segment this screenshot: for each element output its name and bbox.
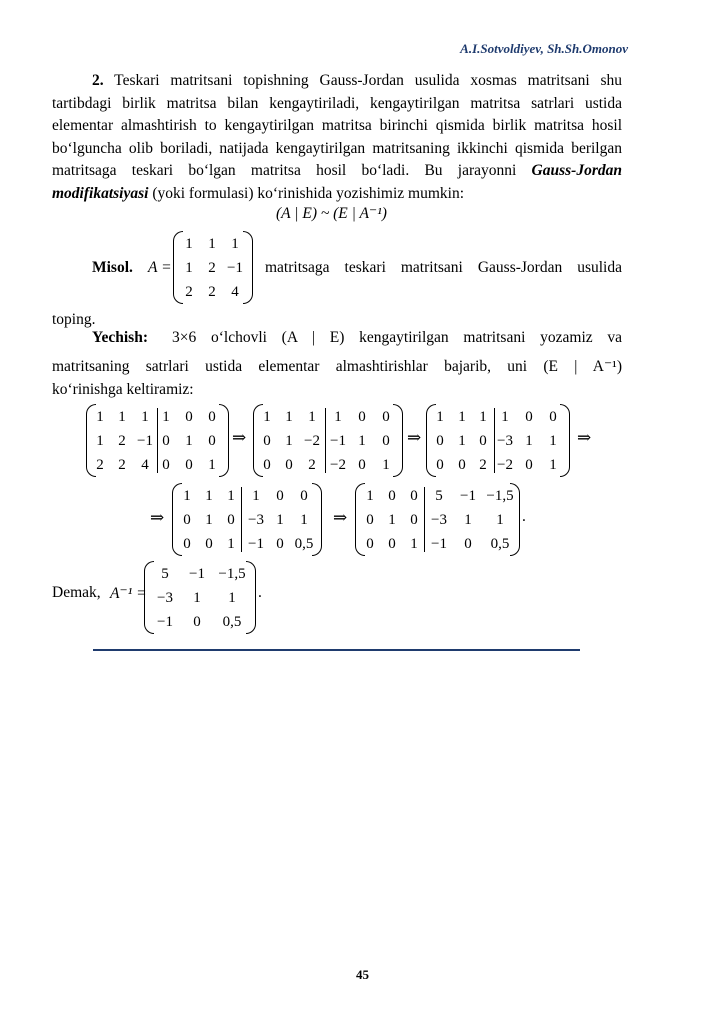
paragraph-text-after: (yoki formulasi) ko‘rinishida yozishimiz mumkin:: [148, 184, 465, 202]
matrix-cell: −1: [248, 536, 264, 552]
matrix-cell: 1: [185, 236, 193, 252]
matrix-cell: 1: [185, 433, 193, 449]
matrix-cell: 0,5: [294, 536, 314, 552]
matrix-cell: 5: [435, 488, 443, 504]
steps-period: .: [522, 508, 526, 525]
matrix-cell: 0: [382, 433, 390, 449]
matrix-cell: 0: [410, 512, 418, 528]
running-header: A.I.Sotvoldiyev, Sh.Sh.Omonov: [460, 41, 628, 56]
paragraph-text-before: Teskari matritsani topishning Gauss-Jordan usulida xosmas matritsani shu tartibdagi birlik matritsa bilan kengaytiriladi, kengaytirilgan matritsa satrlari ustida elementar almashtirish to kengaytirilgan matritsa birinchi qismida birlik matritsa hosil bo‘lguncha olib boriladi, natijada kengaytirilgan matritsaning ikkinchi qismida berilgan matritsaga teskari bo‘lgan matritsa hosil bo‘ladi. Bu jarayonni: [52, 72, 622, 179]
yechish-line3: ko‘rinishga keltiramiz:: [52, 381, 194, 398]
matrix-cell: 0: [276, 536, 284, 552]
matrix-cell: 1: [334, 409, 342, 425]
matrix-cell: 0: [525, 457, 533, 473]
matrix-cell: 0: [436, 457, 444, 473]
yechish-line1: 3×6 o‘lchovli (A | E) kengaytirilgan matritsani yozamiz va: [172, 329, 622, 346]
matrix-cell: 0: [366, 512, 374, 528]
matrix-cell: 0: [162, 457, 170, 473]
matrix-cell: 1: [285, 409, 293, 425]
matrix-cell: 0: [208, 409, 216, 425]
inverse-lhs: A⁻¹ =: [110, 585, 147, 602]
matrix-cell: −1: [137, 433, 153, 449]
matrix-cell: 0: [549, 409, 557, 425]
matrix-cell: 0: [276, 488, 284, 504]
matrix-cell: 2: [479, 457, 487, 473]
matrix-cell: 2: [308, 457, 316, 473]
matrix-cell: 0: [185, 409, 193, 425]
matrix-cell: 1: [227, 488, 235, 504]
matrix-cell: 1: [183, 488, 191, 504]
augmented-matrix-2: [253, 404, 403, 477]
matrix-cell: 4: [141, 457, 149, 473]
matrix-cell: 1: [96, 409, 104, 425]
implies-arrow-2: ⇒: [407, 428, 422, 447]
matrix-cell: 0: [382, 409, 390, 425]
matrix-cell: −3: [248, 512, 264, 528]
implies-arrow-4: ⇒: [150, 508, 165, 527]
matrix-cell: 0: [263, 457, 271, 473]
intro-paragraph: [52, 70, 622, 205]
matrix-cell: −3: [431, 512, 447, 528]
matrix-cell: 1: [549, 433, 557, 449]
matrix-cell: 2: [96, 457, 104, 473]
result-period: .: [258, 584, 262, 601]
misol-continuation: toping.: [52, 311, 96, 328]
matrix-cell: 1: [162, 409, 170, 425]
matrix-cell: 0: [263, 433, 271, 449]
matrix-cell: 1: [185, 260, 193, 276]
matrix-cell: 2: [118, 457, 126, 473]
matrix-cell: 1: [263, 409, 271, 425]
matrix-cell: −1: [330, 433, 346, 449]
implies-arrow-3: ⇒: [577, 428, 592, 447]
matrix-cell: 0: [358, 457, 366, 473]
inverse-matrix: [144, 561, 256, 634]
page-number: 45: [356, 967, 369, 982]
section-divider: [93, 649, 580, 651]
matrix-cell: 0: [185, 457, 193, 473]
augmented-matrix-5: [355, 483, 520, 556]
matrix-cell: 1: [193, 590, 201, 606]
matrix-cell: 1: [118, 409, 126, 425]
matrix-cell: 0,5: [222, 614, 242, 630]
matrix-cell: −3: [157, 590, 173, 606]
matrix-cell: 1: [252, 488, 260, 504]
matrix-cell: 2: [118, 433, 126, 449]
matrix-cell: 2: [208, 260, 216, 276]
matrix-cell: 1: [358, 433, 366, 449]
matrix-cell: −1,5: [486, 488, 514, 504]
demak-label: Demak,: [52, 584, 101, 601]
matrix-cell: 0: [525, 409, 533, 425]
matrix-cell: 1: [458, 409, 466, 425]
matrix-cell: 1: [464, 512, 472, 528]
matrix-cell: 0: [366, 536, 374, 552]
gauss-jordan-emphasis: Gauss-Jordan modifikatsiyasi: [52, 162, 622, 202]
matrix-cell: 2: [208, 284, 216, 300]
matrix-cell: −1: [227, 260, 243, 276]
matrix-cell: 1: [285, 433, 293, 449]
augmented-matrix-4: [172, 483, 322, 556]
matrix-cell: −2: [497, 457, 513, 473]
matrix-cell: 0: [205, 536, 213, 552]
matrix-cell: 1: [479, 409, 487, 425]
matrix-cell: 1: [501, 409, 509, 425]
matrix-cell: −1,5: [218, 566, 246, 582]
matrix-cell: 0: [227, 512, 235, 528]
main-formula: (A | E) ~ (E | A⁻¹): [276, 205, 387, 222]
matrix-cell: 1: [382, 457, 390, 473]
yechish-line2: matritsaning satrlari ustida elementar almashtirishlar bajarib, uni (E | A⁻¹): [52, 358, 622, 375]
matrix-cell: 0,5: [490, 536, 510, 552]
matrix-cell: −3: [497, 433, 513, 449]
augmented-matrix-3: [426, 404, 570, 477]
matrix-cell: 0: [464, 536, 472, 552]
matrix-cell: −1: [189, 566, 205, 582]
matrix-cell: 5: [161, 566, 169, 582]
matrix-cell: 1: [96, 433, 104, 449]
matrix-cell: 0: [458, 457, 466, 473]
matrix-cell: 1: [205, 488, 213, 504]
matrix-cell: 4: [231, 284, 239, 300]
matrix-cell: 1: [525, 433, 533, 449]
matrix-cell: −1: [157, 614, 173, 630]
matrix-cell: 0: [183, 512, 191, 528]
matrix-cell: 2: [185, 284, 193, 300]
matrix-cell: 0: [436, 433, 444, 449]
matrix-A: [173, 231, 253, 304]
matrix-cell: 1: [231, 236, 239, 252]
implies-arrow-1: ⇒: [232, 428, 247, 447]
matrix-cell: 0: [388, 488, 396, 504]
matrix-cell: 1: [458, 433, 466, 449]
misol-lhs: A =: [148, 259, 172, 276]
matrix-cell: 0: [183, 536, 191, 552]
matrix-cell: 0: [162, 433, 170, 449]
matrix-cell: 1: [410, 536, 418, 552]
matrix-cell: 1: [308, 409, 316, 425]
yechish-label: Yechish:: [92, 329, 148, 346]
matrix-cell: 1: [276, 512, 284, 528]
misol-text: matritsaga teskari matritsani Gauss-Jordan usulida: [265, 259, 622, 276]
matrix-cell: −2: [304, 433, 320, 449]
matrix-cell: −1: [460, 488, 476, 504]
matrix-cell: 0: [358, 409, 366, 425]
matrix-cell: 0: [300, 488, 308, 504]
matrix-cell: 1: [208, 457, 216, 473]
matrix-cell: −2: [330, 457, 346, 473]
matrix-cell: 1: [366, 488, 374, 504]
matrix-cell: 0: [285, 457, 293, 473]
matrix-cell: 1: [208, 236, 216, 252]
matrix-cell: 1: [436, 409, 444, 425]
matrix-cell: 0: [388, 536, 396, 552]
matrix-cell: 0: [479, 433, 487, 449]
matrix-cell: 0: [193, 614, 201, 630]
matrix-cell: −1: [431, 536, 447, 552]
matrix-cell: 1: [300, 512, 308, 528]
matrix-cell: 1: [205, 512, 213, 528]
matrix-cell: 1: [227, 536, 235, 552]
paragraph-number: 2.: [92, 72, 104, 89]
matrix-cell: 1: [496, 512, 504, 528]
implies-arrow-5: ⇒: [333, 508, 348, 527]
matrix-cell: 1: [388, 512, 396, 528]
matrix-cell: 0: [410, 488, 418, 504]
augmented-matrix-1: [86, 404, 229, 477]
matrix-cell: 0: [208, 433, 216, 449]
misol-label: Misol.: [92, 259, 133, 276]
matrix-cell: 1: [141, 409, 149, 425]
matrix-cell: 1: [228, 590, 236, 606]
matrix-cell: 1: [549, 457, 557, 473]
